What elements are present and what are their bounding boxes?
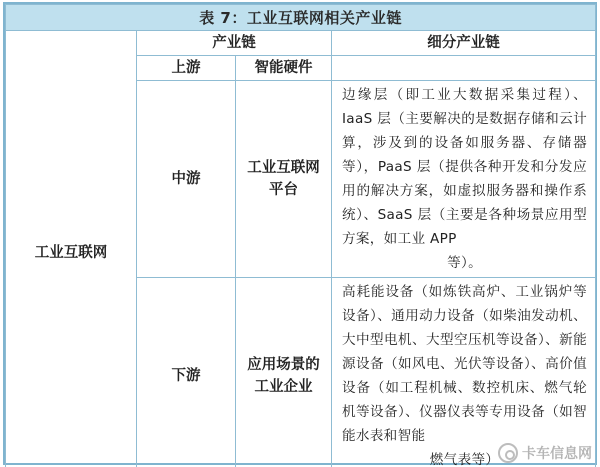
downstream-name-line1: 应用场景的 <box>247 357 320 373</box>
downstream-name <box>236 278 332 467</box>
midstream-name-line1: 工业互联网 <box>247 160 320 176</box>
industry-chain-table <box>5 4 596 467</box>
industry-cell: 工业互联网 <box>6 31 137 467</box>
midstream-name <box>236 81 332 278</box>
downstream-name-line2: 工业企业 <box>254 379 313 395</box>
midstream-detail <box>332 81 596 278</box>
upstream-detail <box>332 56 596 81</box>
downstream-stage: 下游 <box>137 278 236 467</box>
midstream-detail-end: 等）。 <box>447 255 482 271</box>
header-detail: 细分产业链 <box>332 31 596 56</box>
downstream-detail <box>332 278 596 467</box>
downstream-detail-text: 高耗能设备（如炼铁高炉、工业锅炉等设备）、通用动力设备（如柴油发动机、大中型电机、大型空压机等设备）、新能源设备（如风电、光伏等设备）、高价值设备（如工程机械、数控机床、燃气轮机等设备）、仪器仪表等专用设备（如智能水表和智能 <box>342 284 588 444</box>
midstream-name-line2: 平台 <box>269 182 298 198</box>
watermark <box>498 443 592 463</box>
wechat-icon <box>498 443 518 463</box>
midstream-stage: 中游 <box>137 81 236 278</box>
upstream-name: 智能硬件 <box>236 56 332 81</box>
industry-chain-table-frame <box>3 2 597 465</box>
upstream-stage: 上游 <box>137 56 236 81</box>
watermark-text: 卡车信息网 <box>522 446 592 462</box>
downstream-detail-end: 燃气表等） <box>429 452 500 467</box>
midstream-detail-text: 边缘层（即工业大数据采集过程）、IaaS 层（主要解决的是数据存储和云计算，涉及到的设备如服务器、存储器等），PaaS 层（提供各种开发和分发应用的解决方案，如虚拟服务器和操作系统）、SaaS 层（主要是各种场景应用型方案，如工业 APP <box>342 87 588 247</box>
header-chain: 产业链 <box>137 31 332 56</box>
table-title: 表 7：工业互联网相关产业链 <box>6 5 596 31</box>
